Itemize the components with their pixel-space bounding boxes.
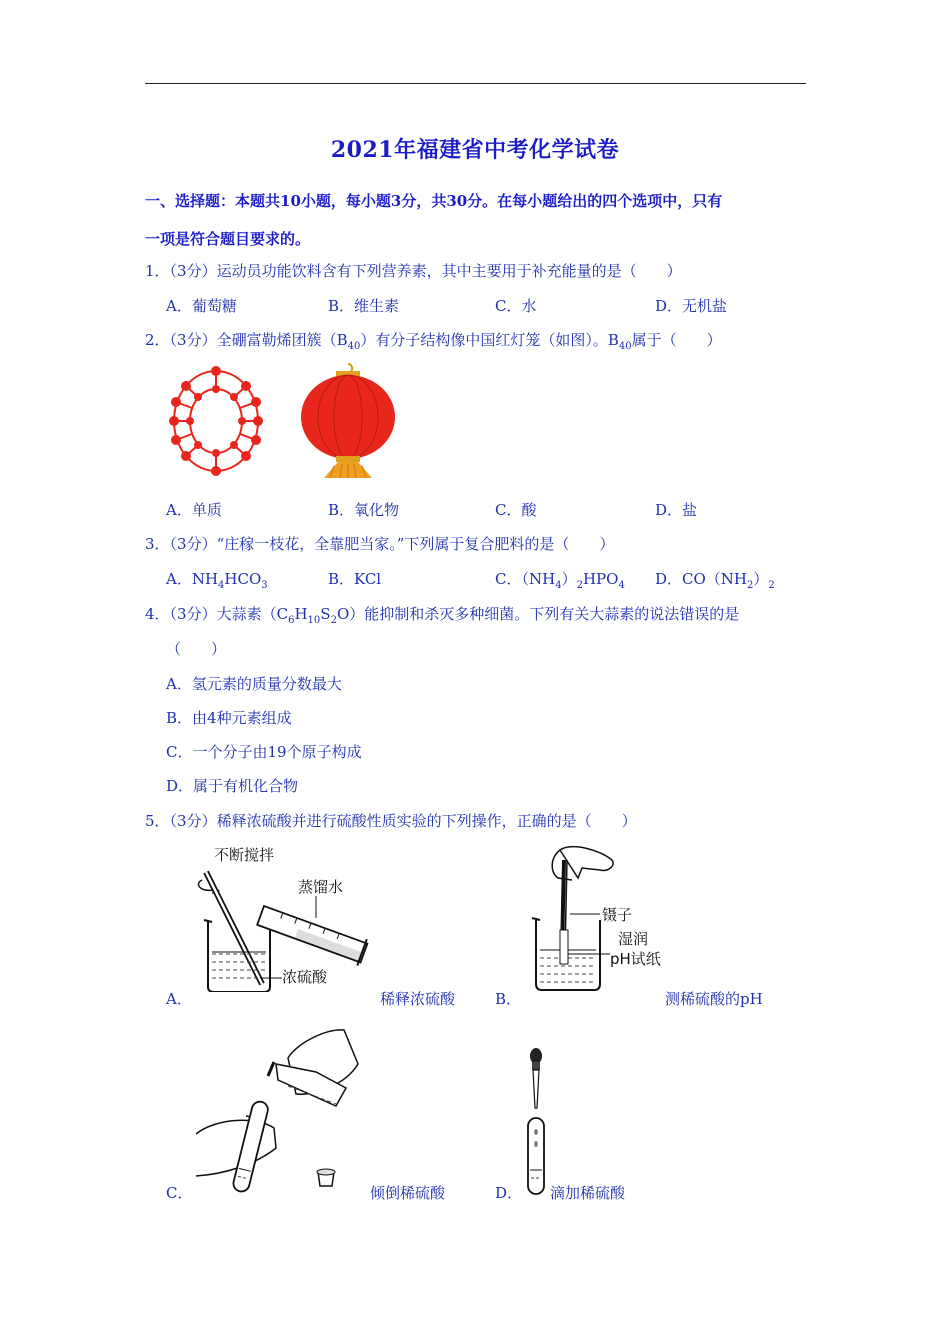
label-ph-paper: pH试纸 [610,950,661,968]
q5-option-c[interactable]: C． [166,1184,193,1202]
q1-option-b[interactable]: B．维生素 [328,297,400,315]
top-rule [145,83,806,84]
q5-option-a[interactable]: A． [166,990,192,1008]
section-heading-line1: 一、选择题：本题共10小题，每小题3分，共30分。在每小题给出的四个选项中，只有 [145,192,723,210]
q2-option-a[interactable]: A．单质 [166,501,222,519]
page-title: 2021年福建省中考化学试卷 [330,137,620,163]
q1-option-a[interactable]: A．葡萄糖 [166,297,237,315]
ph-test-figure [520,842,670,992]
q4-option-c[interactable]: C．一个分子由19个原子构成 [166,743,362,761]
q2-option-c[interactable]: C．酸 [495,501,537,519]
label-conc-acid: 浓硫酸 [282,968,328,986]
q4-option-d[interactable]: D．属于有机化合物 [166,777,299,795]
q5-caption-d: 滴加稀硫酸 [550,1184,626,1202]
q5-stem: 5．（3分）稀释浓硫酸并进行硫酸性质实验的下列操作，正确的是（ ） [145,812,637,830]
q3-option-a[interactable]: A．$NH_4HCO_3$ [166,570,268,591]
q5-caption-a: 稀释浓硫酸 [380,990,456,1008]
dilute-acid-figure [190,842,380,992]
q3-option-d[interactable]: D．$CO(NH_2)_2$ [655,570,775,591]
label-wet: 湿润 [618,930,649,948]
q2-stem: 2．（3分）全硼富勒烯团簇$(B_{40})$有分子结构像中国红灯笼（如图）。$B_{40}$属于（ ） [145,331,722,352]
add-drops-figure [520,1046,552,1196]
q5-option-b[interactable]: B． [495,990,522,1008]
pour-acid-figure [196,1024,366,1196]
q2-option-d[interactable]: D．盐 [655,501,698,519]
boron-cluster-figure [166,362,266,480]
q4-option-a[interactable]: A．氢元素的质量分数最大 [166,675,342,693]
q5-caption-c: 倾倒稀硫酸 [370,1184,446,1202]
q2-option-b[interactable]: B．氧化物 [328,501,400,519]
q1-option-c[interactable]: C．水 [495,297,537,315]
q1-option-d[interactable]: D．无机盐 [655,297,728,315]
label-tweezers: 镊子 [602,906,633,924]
q1-stem: 1．（3分）运动员功能饮料含有下列营养素，其中主要用于补充能量的是（ ） [145,262,682,280]
q4-option-b[interactable]: B．由4种元素组成 [166,709,292,727]
section-heading-line2: 一项是符合题目要求的。 [145,230,311,248]
red-lantern-figure [298,362,398,480]
q4-stem: 4．（3分）大蒜素$(C_6H_{10}S_2O)$能抑制和杀灭多种细菌。下列有关大蒜素的说法错误的是 [145,605,740,626]
label-stir: 不断搅拌 [214,846,275,864]
label-water: 蒸馏水 [298,878,344,896]
q3-stem: 3．（3分）“庄稼一枝花，全靠肥当家。”下列属于复合肥料的是（ ） [145,535,615,553]
q5-option-d[interactable]: D． [495,1184,523,1202]
q3-option-c[interactable]: C．$(NH_4)_2HPO_4$ [495,570,625,591]
q5-caption-b: 测稀硫酸的pH [665,990,763,1008]
q4-answer-paren: （ ） [166,640,227,658]
q3-option-b[interactable]: B．KCl [328,570,382,588]
